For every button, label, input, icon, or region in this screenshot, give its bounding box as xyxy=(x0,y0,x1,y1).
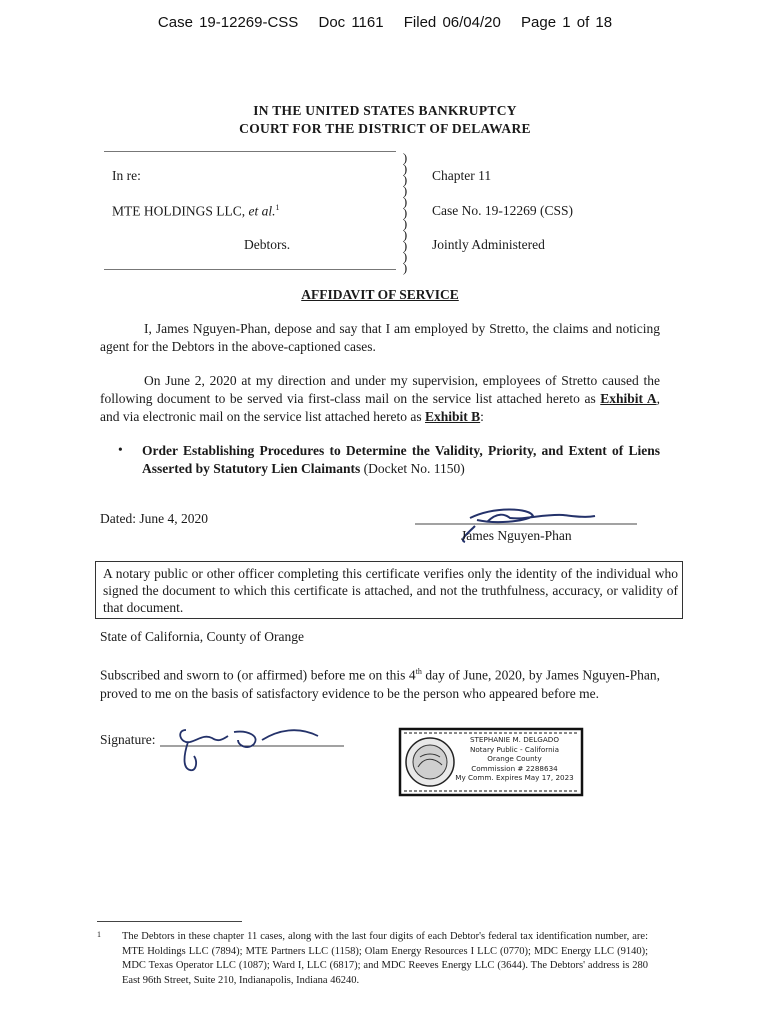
footnote xyxy=(100,930,648,988)
caption-bottom-rule xyxy=(104,269,396,270)
affidavit-paragraph-1: I, James Nguyen-Phan, depose and say that I am employed by Stretto, the claims and noticing agent for the Debtors in the above-captioned cases. xyxy=(100,321,660,354)
case-number: Case No. 19-12269 (CSS) xyxy=(432,203,573,218)
sworn-text-start: Subscribed and sworn to (or affirmed) before me on this 4 xyxy=(100,667,416,683)
footnote-number: 1 xyxy=(97,930,101,939)
exhibit-a-ref: Exhibit A xyxy=(600,391,657,406)
notary-notice-text: A notary public or other officer completing this certificate verifies only the identity of the individual who signed the document to which this certificate is attached, and not the truthfulness, accuracy, or validity of that document. xyxy=(103,566,678,615)
stamp-commission: Commission # 2288634 xyxy=(471,763,558,773)
served-document-item xyxy=(142,442,660,478)
signature-label: Signature: xyxy=(100,732,156,747)
stamp-county: Orange County xyxy=(487,754,542,764)
footnote-ref: 1 xyxy=(275,203,280,212)
notary-signature xyxy=(158,722,348,777)
debtors-label: Debtors. xyxy=(244,237,291,252)
bullet-icon: • xyxy=(118,442,123,457)
exhibit-b-ref: Exhibit B xyxy=(425,409,481,424)
served-document-title: Order Establishing Procedures to Determine the Validity, Priority, and Extent of Liens Asserted by Statutory Lien Claimants xyxy=(142,443,660,476)
sworn-sup: th xyxy=(415,667,422,676)
served-document-docket: (Docket No. 1150) xyxy=(360,461,465,476)
document-title: AFFIDAVIT OF SERVICE xyxy=(301,287,459,302)
chapter-label: Chapter 11 xyxy=(432,168,492,183)
stamp-notary-name: STEPHANIE M. DELGADO xyxy=(469,735,559,744)
sworn-statement xyxy=(100,663,660,703)
state-county: State of California, County of Orange xyxy=(100,629,304,644)
caption-parentheses: ) ) ) ) ) ) ) ) ) ) ) xyxy=(402,150,408,275)
page-number-header: Page 1 of 18 xyxy=(521,14,613,31)
stamp-expiration: My Comm. Expires May 17, 2023 xyxy=(455,773,574,783)
footnote-text: The Debtors in these chapter 11 cases, along with the last four digits of each Debtor's federal tax identification number, are: MTE Holdings LLC (7894); MTE Partners LLC (1158); Olam Energy Resources I LLC (0770); MDC Energy LLC (9140); MDC Texas Operator LLC (1087); Ward I, LLC (6817); and MDC Reeves Energy LLC (3644). The Debtors' address is 280 East 96th Street, Suite 210, Indianapolis, Indiana 46240. xyxy=(122,931,648,986)
para2-text-end: : xyxy=(480,409,484,424)
affiant-name: James Nguyen-Phan xyxy=(461,528,572,543)
debtor-name-text: MTE HOLDINGS LLC, xyxy=(112,203,246,219)
filed-date-header: Filed 06/04/20 xyxy=(403,14,501,31)
jointly-administered: Jointly Administered xyxy=(432,237,545,252)
affidavit-paragraph-2 xyxy=(100,372,660,426)
notary-stamp-text xyxy=(452,735,577,783)
para2-text-start: On June 2, 2020 at my direction and under my supervision, employees of Stretto caused the following document to be served via first-class mail on the service list attached hereto as xyxy=(100,373,660,406)
in-re-label: In re: xyxy=(112,168,141,183)
para2-text-middle: , and via electronic mail on the service list attached hereto as xyxy=(100,391,660,424)
dated-line: Dated: June 4, 2020 xyxy=(100,511,208,526)
debtor-name xyxy=(112,203,280,220)
filing-header xyxy=(0,14,770,31)
sworn-text-end: day of June, 2020, by James Nguyen-Phan, proved to me on the basis of satisfactory evidence to be the person who appeared before me. xyxy=(100,667,661,701)
case-number-header: Case 19-12269-CSS xyxy=(157,14,299,31)
stamp-notary-title: Notary Public - California xyxy=(469,744,560,754)
court-heading-line1: IN THE UNITED STATES BANKRUPTCY xyxy=(253,103,517,118)
court-heading-line2: COURT FOR THE DISTRICT OF DELAWARE xyxy=(239,121,531,136)
caption-top-rule xyxy=(104,151,396,152)
et-al: et al. xyxy=(248,203,276,219)
footnote-divider xyxy=(97,921,242,922)
doc-number-header: Doc 1161 xyxy=(318,14,384,31)
